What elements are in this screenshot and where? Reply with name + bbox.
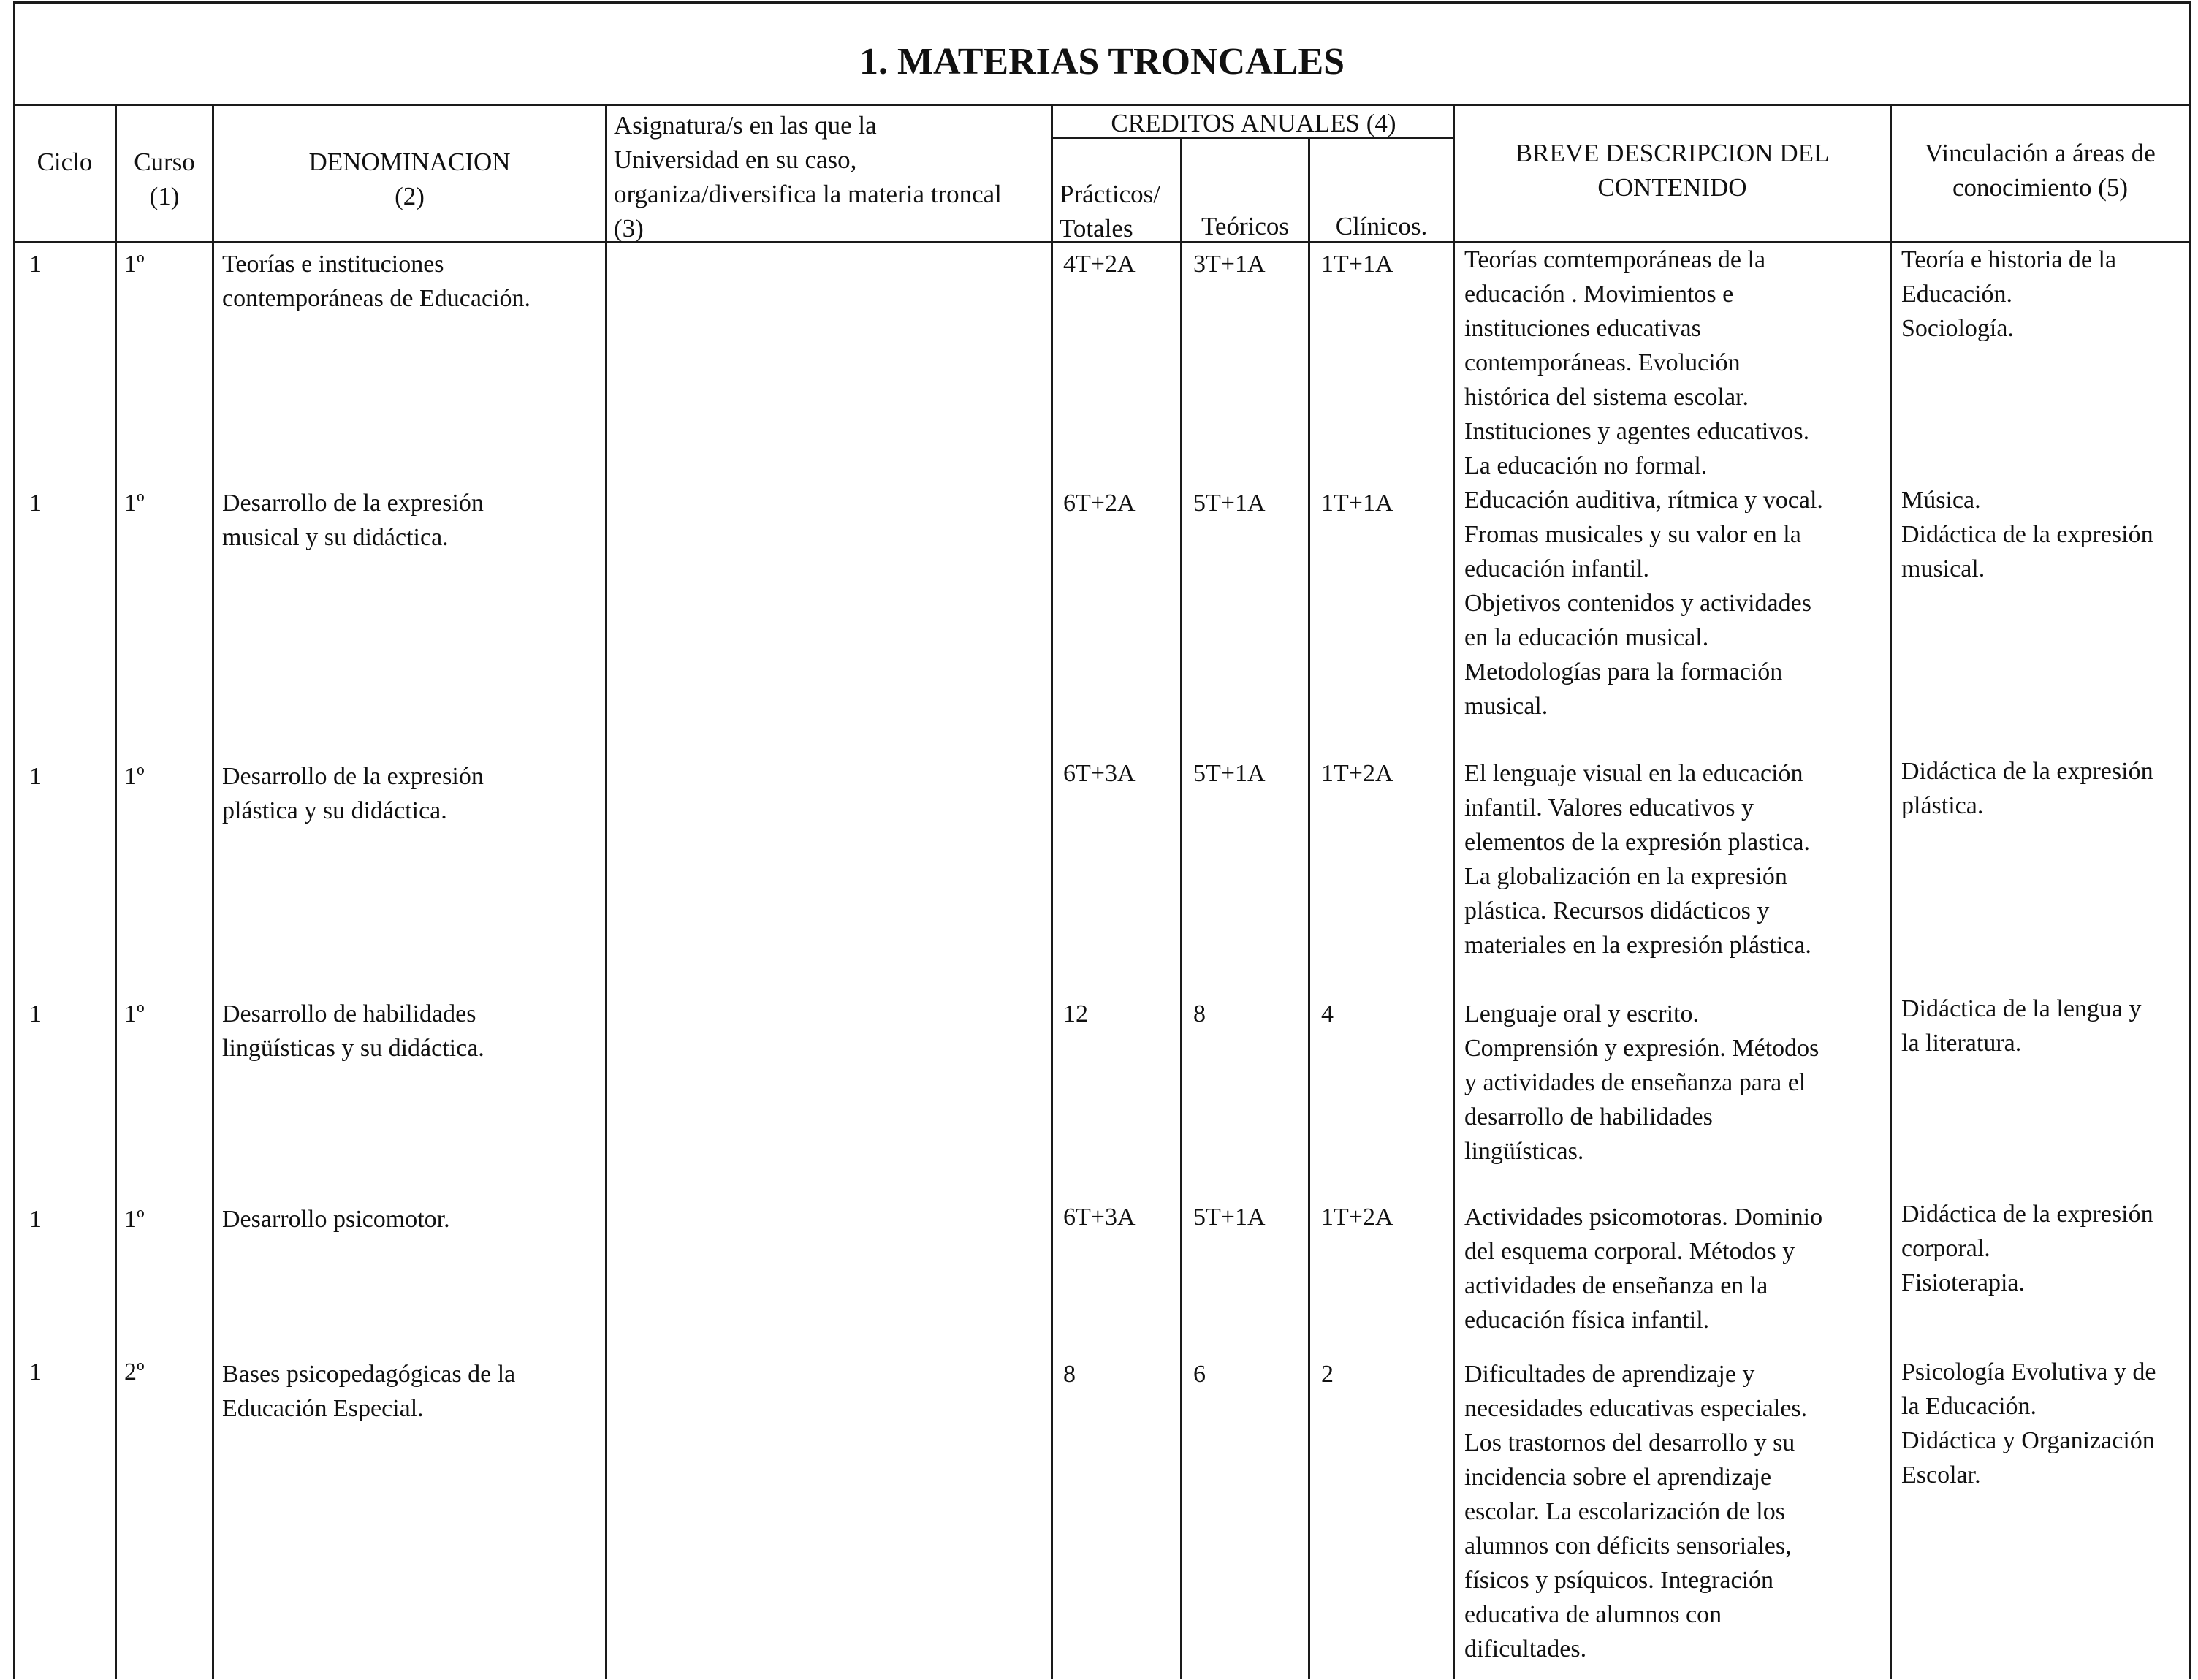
header-curso: Curso (1) [134, 148, 195, 210]
denominacion-cell: Desarrollo de habilidades lingüísticas y su didáctica. [222, 1000, 484, 1062]
totales-cell: 8 [1063, 1361, 1076, 1388]
vinculacion-cell: Psicología Evolutiva y de la Educación. Didáctica y Organización Escolar. [1901, 1358, 2156, 1489]
ciclo-cell: 1 [29, 1358, 42, 1386]
denominacion-cell: Desarrollo de la expresión musical y su didáctica. [222, 490, 484, 551]
clinicos-cell: 1T+1A [1321, 490, 1393, 517]
header-descripcion: BREVE DESCRIPCION DEL CONTENIDO [1515, 139, 1830, 202]
denominacion-cell: Teorías e instituciones contemporáneas de Educación. [222, 251, 531, 312]
totales-cell: 12 [1063, 1000, 1088, 1027]
ciclo-cell: 1 [29, 763, 42, 790]
totales-cell: 6T+3A [1063, 760, 1136, 787]
curso-cell: 1º [124, 1206, 145, 1233]
col-rule-clinicos [1308, 137, 1310, 1679]
ciclo-cell: 1 [29, 251, 42, 278]
header-vinculacion: Vinculación a áreas de conocimiento (5) [1925, 139, 2156, 202]
header-clinicos: Clínicos. [1335, 212, 1428, 240]
denominacion-cell: Desarrollo psicomotor. [222, 1206, 450, 1233]
teoricos-cell: 5T+1A [1193, 760, 1266, 787]
curso-cell: 1º [124, 251, 145, 278]
clinicos-cell: 1T+2A [1321, 1204, 1393, 1231]
descripcion-cell: Actividades psicomotoras. Dominio del esquema corporal. Métodos y actividades de enseñanza en la educación física infantil. [1464, 1204, 1823, 1334]
clinicos-cell: 1T+2A [1321, 760, 1393, 787]
col-rule-curso [115, 104, 117, 1679]
ciclo-cell: 1 [29, 1206, 42, 1233]
frame-top [13, 1, 2191, 4]
header-teoricos: Teóricos [1201, 212, 1289, 240]
vinculacion-cell: Música. Didáctica de la expresión musical. [1901, 487, 2153, 582]
ciclo-cell: 1 [29, 1000, 42, 1027]
curso-cell: 1º [124, 1000, 145, 1027]
descripcion-cell: Lenguaje oral y escrito. Comprensión y expresión. Métodos y actividades de enseñanza para el desarrollo de habilidades lingüísticas. [1464, 1000, 1819, 1165]
descripcion-cell: Educación auditiva, rítmica y vocal. Fromas musicales y su valor en la educación infantil. Objetivos contenidos y actividades en la educación musical. Metodologías para la formación musical. [1464, 487, 1823, 720]
frame-right [2189, 1, 2191, 1679]
col-rule-denominacion [212, 104, 214, 1679]
vinculacion-cell: Teoría e historia de la Educación. Sociología. [1901, 246, 2117, 342]
page-title: 1. MATERIAS TRONCALES [859, 41, 1345, 83]
col-rule-descripcion [1453, 104, 1455, 1679]
teoricos-cell: 6 [1193, 1361, 1206, 1388]
descripcion-cell: Teorías comtemporáneas de la educación . Movimientos e instituciones educativas contemporáneas. Evolución histórica del sistema escolar. Instituciones y agentes educativos. La educación no formal. [1464, 246, 1810, 479]
teoricos-cell: 5T+1A [1193, 490, 1266, 517]
descripcion-cell: El lenguaje visual en la educación infantil. Valores educativos y elementos de la expresión plastica. La globalización en la expresión plástica. Recursos didácticos y materiales en la expresión plástica. [1464, 760, 1811, 959]
col-rule-asignaturas [605, 104, 607, 1679]
header-ciclo: Ciclo [37, 148, 93, 176]
vinculacion-cell: Didáctica de la expresión corporal. Fisioterapia. [1901, 1201, 2153, 1296]
ciclo-cell: 1 [29, 490, 42, 517]
teoricos-cell: 5T+1A [1193, 1204, 1266, 1231]
vinculacion-cell: Didáctica de la expresión plástica. [1901, 758, 2153, 819]
totales-cell: 6T+3A [1063, 1204, 1136, 1231]
curso-cell: 1º [124, 490, 145, 517]
header-asignaturas: Asignatura/s en las que la Universidad en su caso, organiza/diversifica la materia troncal (3) [614, 111, 1002, 243]
clinicos-cell: 2 [1321, 1361, 1334, 1388]
totales-cell: 6T+2A [1063, 490, 1136, 517]
denominacion-cell: Bases psicopedagógicas de la Educación Especial. [222, 1361, 516, 1422]
header-totales: Prácticos/ Totales [1060, 180, 1161, 243]
col-rule-teoricos [1180, 137, 1182, 1679]
denominacion-cell: Desarrollo de la expresión plástica y su didáctica. [222, 763, 484, 824]
col-rule-vinculacion [1890, 104, 1892, 1679]
totales-cell: 4T+2A [1063, 251, 1136, 278]
teoricos-cell: 3T+1A [1193, 251, 1266, 278]
document-sheet [13, 1, 2191, 1679]
header-denominacion: DENOMINACION (2) [308, 148, 511, 210]
clinicos-cell: 1T+1A [1321, 251, 1393, 278]
col-rule-creditos [1051, 104, 1053, 1679]
curso-cell: 1º [124, 763, 145, 790]
frame-left [13, 1, 15, 1679]
vinculacion-cell: Didáctica de la lengua y la literatura. [1901, 995, 2142, 1057]
clinicos-cell: 4 [1321, 1000, 1334, 1027]
curso-cell: 2º [124, 1358, 145, 1386]
header-creditos-anuales: CREDITOS ANUALES (4) [1111, 109, 1396, 137]
descripcion-cell: Dificultades de aprendizaje y necesidades educativas especiales. Los trastornos del desarrollo y su incidencia sobre el aprendizaje escolar. La escolarización de los alumnos con déficits sensoriales, físicos y psíquicos. Integración educativa de alumnos con dificultades. [1464, 1361, 1808, 1662]
teoricos-cell: 8 [1193, 1000, 1206, 1027]
